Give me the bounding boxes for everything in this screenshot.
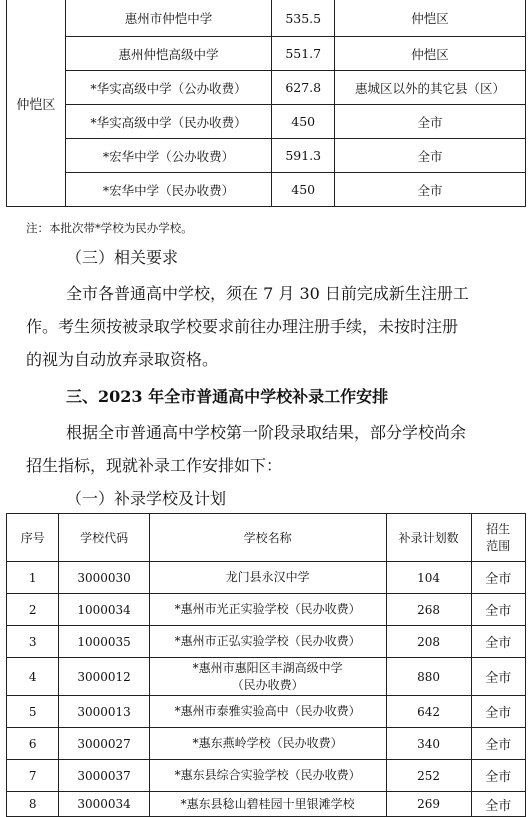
table-row (7, 0, 526, 37)
school-name-line: *惠州市惠阳区丰湖高级中学 (192, 660, 343, 675)
header-plan-count: 补录计划数 (386, 514, 471, 562)
school-code-cell: 3000027 (59, 728, 149, 760)
table-row (7, 658, 526, 696)
plan-count-cell: 880 (386, 658, 471, 696)
index-cell: 3 (7, 626, 59, 658)
school-name-cell: *华实高级中学（民办收费） (65, 105, 272, 139)
score-cell: 591.3 (272, 139, 335, 173)
table-row (7, 71, 526, 105)
index-cell: 5 (7, 696, 59, 728)
scope-cell: 全市 (471, 562, 525, 594)
scope-cell: 仲恺区 (335, 37, 526, 71)
school-name-cell (149, 562, 386, 594)
school-name-cell: *宏华中学（公办收费） (65, 139, 272, 173)
header-scope-line-2: 范围 (486, 538, 511, 553)
table-row (7, 696, 526, 728)
table-row (7, 105, 526, 139)
school-code-cell: 3000012 (59, 658, 149, 696)
index-cell: 7 (7, 760, 59, 792)
table-row (7, 792, 526, 817)
table-row (7, 760, 526, 792)
table-row (7, 139, 526, 173)
school-code-cell: 3000034 (59, 792, 149, 817)
section-three-heading: 三、2023 年全市普通高中学校补录工作安排 (66, 387, 389, 406)
score-cell: 450 (272, 105, 335, 139)
school-name-line: *惠东县综合实验学校（民办收费） (174, 768, 361, 782)
school-name-cell: 惠州市仲恺中学 (65, 0, 272, 37)
scope-cell: 全市 (471, 792, 525, 817)
school-name-line: （民办收费） (231, 677, 304, 692)
header-school-name: 学校名称 (149, 514, 386, 562)
table-row (7, 626, 526, 658)
school-name-line: 龙门县永汉中学 (225, 570, 310, 584)
scope-cell: 惠城区以外的其它县（区） (335, 71, 526, 105)
school-name-cell (149, 760, 386, 792)
school-code-cell: 3000013 (59, 696, 149, 728)
plan-count-cell: 268 (386, 594, 471, 626)
score-cell: 535.5 (272, 0, 335, 37)
plan-count-cell: 208 (386, 626, 471, 658)
scope-cell: 仲恺区 (335, 0, 526, 37)
supplementary-admission-table (6, 513, 526, 817)
school-name-cell (149, 594, 386, 626)
score-cell: 627.8 (272, 71, 335, 105)
school-code-cell: 3000030 (59, 562, 149, 594)
requirements-heading: （三）相关要求 (66, 248, 179, 267)
plan-count-cell: 340 (386, 728, 471, 760)
scope-cell: 全市 (335, 173, 526, 207)
scope-cell: 全市 (471, 626, 525, 658)
school-name-cell (149, 626, 386, 658)
table-row (7, 728, 526, 760)
index-cell: 2 (7, 594, 59, 626)
table-row (7, 173, 526, 207)
index-cell: 1 (7, 562, 59, 594)
index-cell: 8 (7, 792, 59, 817)
index-cell: 6 (7, 728, 59, 760)
header-scope (471, 514, 525, 562)
index-cell: 4 (7, 658, 59, 696)
plan-count-cell: 269 (386, 792, 471, 817)
requirements-line-1: 全市各普通高中学校，须在 7 月 30 日前完成新生注册工 (66, 284, 469, 303)
scope-cell: 全市 (335, 139, 526, 173)
table-header-row (7, 514, 526, 562)
school-name-cell: *华实高级中学（公办收费） (65, 71, 272, 105)
table-row (7, 562, 526, 594)
scope-cell: 全市 (471, 728, 525, 760)
header-school-code: 学校代码 (59, 514, 149, 562)
score-cell: 551.7 (272, 37, 335, 71)
school-name-cell (149, 728, 386, 760)
school-name-cell (149, 792, 386, 817)
section-three-line-1: 根据全市普通高中学校第一阶段录取结果，部分学校尚余 (66, 423, 467, 442)
footnote: 注：本批次带*学校为民办学校。 (26, 221, 193, 235)
school-name-line: *惠州市光正实验学校（民办收费） (174, 602, 361, 616)
scope-cell: 全市 (471, 594, 525, 626)
plan-count-cell: 252 (386, 760, 471, 792)
school-name-cell: *宏华中学（民办收费） (65, 173, 272, 207)
requirements-line-2: 作。考生须按被录取学校要求前往办理注册手续，未按时注册 (26, 317, 459, 336)
region-cell: 仲恺区 (7, 0, 66, 207)
scope-cell: 全市 (471, 696, 525, 728)
score-cell: 450 (272, 173, 335, 207)
scope-cell: 全市 (471, 760, 525, 792)
school-code-cell: 3000037 (59, 760, 149, 792)
scope-cell: 全市 (471, 658, 525, 696)
admission-score-table (6, 0, 526, 207)
plan-count-cell: 642 (386, 696, 471, 728)
school-name-cell (149, 658, 386, 696)
header-scope-line-1: 招生 (486, 521, 511, 536)
school-name-line: *惠东燕岭学校（民办收费） (192, 736, 343, 750)
section-three-line-2: 招生指标，现就补录工作安排如下： (26, 456, 283, 475)
school-code-cell: 1000035 (59, 626, 149, 658)
school-name-line: *惠州市泰雅实验高中（民办收费） (174, 704, 361, 718)
scope-cell: 全市 (335, 105, 526, 139)
header-index: 序号 (7, 514, 59, 562)
plan-count-cell: 104 (386, 562, 471, 594)
school-code-cell: 1000034 (59, 594, 149, 626)
school-name-cell (149, 696, 386, 728)
school-name-line: *惠州市正弘实验学校（民办收费） (174, 634, 361, 648)
table-row (7, 594, 526, 626)
school-name-cell: 惠州仲恺高级中学 (65, 37, 272, 71)
school-name-line: *惠东县稔山碧桂园十里银滩学校 (180, 796, 355, 811)
table-row (7, 37, 526, 71)
requirements-line-3: 的视为自动放弃录取资格。 (26, 350, 219, 369)
section-three-subheading: （一）补录学校及计划 (66, 489, 227, 508)
